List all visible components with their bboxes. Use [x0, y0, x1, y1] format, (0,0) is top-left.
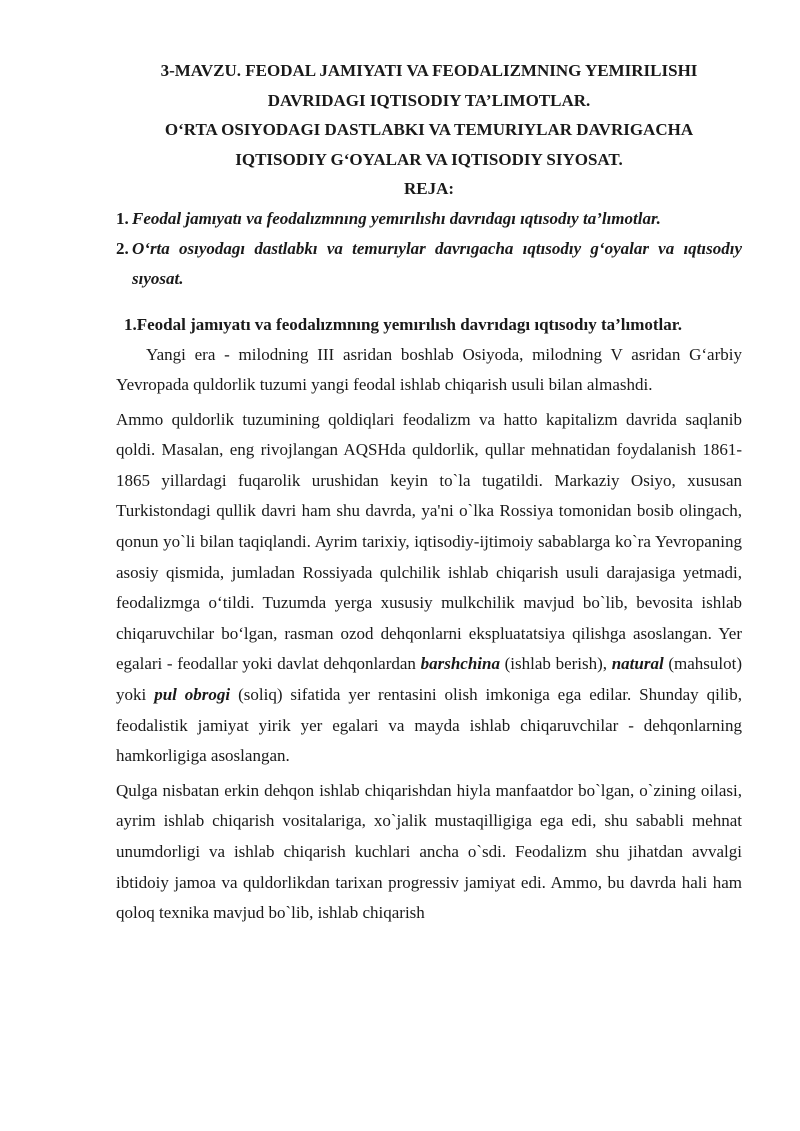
paragraph-2-text-d: (soliq) sifatida yer rentasini olish imkoniga ega edilar. Shunday qilib, feodalistik jamiyat yirik yer egalari va mayda ishlab chiqaruvchilar - dehqonlarning hamkorligiga asoslangan.	[116, 685, 743, 766]
document-title	[116, 56, 742, 204]
term-natural: natural	[611, 654, 664, 674]
paragraph-2-text-c: (mahsulot) yoki	[116, 654, 743, 705]
title-line-2: DAVRIDAGI IQTISODIY TA’LIMOTLAR.	[267, 90, 591, 110]
paragraph-1: Yangi era - milodning III asridan boshlab Osiyoda, milodning V asridan G‘arbiy Yevropada quldorlik tuzumi yangi feodal ishlab chiqarish usuli bilan almashdi.	[116, 344, 742, 395]
title-line-1: 3-MAVZU. FEODAL JAMIYATI VA FEODALIZMNING YEMIRILISHI	[160, 61, 698, 80]
reja-heading: REJA:	[403, 179, 455, 198]
section-heading: 1.Feodal jamıyatı va feodalızmnıng yemırılısh davrıdagı ıqtısodıy ta’lımotlar.	[124, 314, 683, 334]
plan-list	[116, 204, 742, 294]
title-line-4: IQTISODIY G‘OYALAR VA IQTISODIY SIYOSAT.	[235, 149, 623, 169]
plan-item-text: Feodal jamıyatı va feodalızmnıng yemırılıshı davrıdagı ıqtısodıy ta’lımotlar.	[132, 208, 661, 228]
plan-item-text: O‘rta osıyodagı dastlabkı va temurıylar davrıgacha ıqtısodıy g‘oyalar va ıqtısodıy sıyosat.	[132, 238, 742, 288]
paragraph-2	[116, 405, 742, 772]
term-barshchina: barshchina	[420, 654, 500, 674]
plan-item-number: 1.	[116, 208, 129, 228]
paragraph-2-text-b: (ishlab berish),	[504, 654, 608, 674]
title-line-3: O‘RTA OSIYODAGI DASTLABKI VA TEMURIYLAR DAVRIGACHA	[164, 120, 694, 139]
paragraph-2-text-a: Ammo quldorlik tuzumining qoldiqlari feodalizm va hatto kapitalizm davrida saqlanib qoldi. Masalan, eng rivojlangan AQSHda quldorlik, qullar mehnatidan foydalanish 1861-1865 yillardagi fuqarolik urushidan keyin to`la tugatildi. Markaziy Osiyo, xususan Turkistondagi qullik davri ham shu davrda, ya'ni o`lka Rossiya tomonidan bosib olingach, qonun yo`li bilan taqiqlandi. Ayrim tarixiy, iqtisodiy-ijtimoiy sabablarga ko`ra Yevropaning asosiy qismida, jumladan Rossiyada qulchilik ishlab chiqarish usuli darajasiga yetmadi, feodalizmga o‘tildi. Tuzumda yerga xususiy mulkchilik mavjud bo`lib, bevosita ishlab chiqaruvchilar bo‘lgan, rasman ozod dehqonlarni ekspluatatsiya qilishga asoslangan. Yer egalari - feodallar yoki davlat dehqonlardan	[116, 409, 742, 674]
plan-item	[116, 234, 742, 294]
paragraph-3: Qulga nisbatan erkin dehqon ishlab chiqarishdan hiyla manfaatdor bo`lgan, o`zining oilasi, ayrim ishlab chiqarish vositalariga, xo`jalik mustaqilligiga ega edi, shu sababli mehnat unumdorligi va ishlab chiqarish kuchlari ancha o`sdi. Feodalizm shu jihatdan avvalgi ibtidoiy jamoa va quldorlikdan tarixan progressiv jamiyat edi. Ammo, bu davrda hali ham qoloq texnika mavjud bo`lib, ishlab chiqarish	[116, 780, 742, 923]
term-pul-obrogi: pul obrogi	[154, 685, 231, 705]
plan-item	[116, 204, 742, 234]
plan-item-number: 2.	[116, 238, 129, 258]
document-page	[116, 56, 742, 929]
